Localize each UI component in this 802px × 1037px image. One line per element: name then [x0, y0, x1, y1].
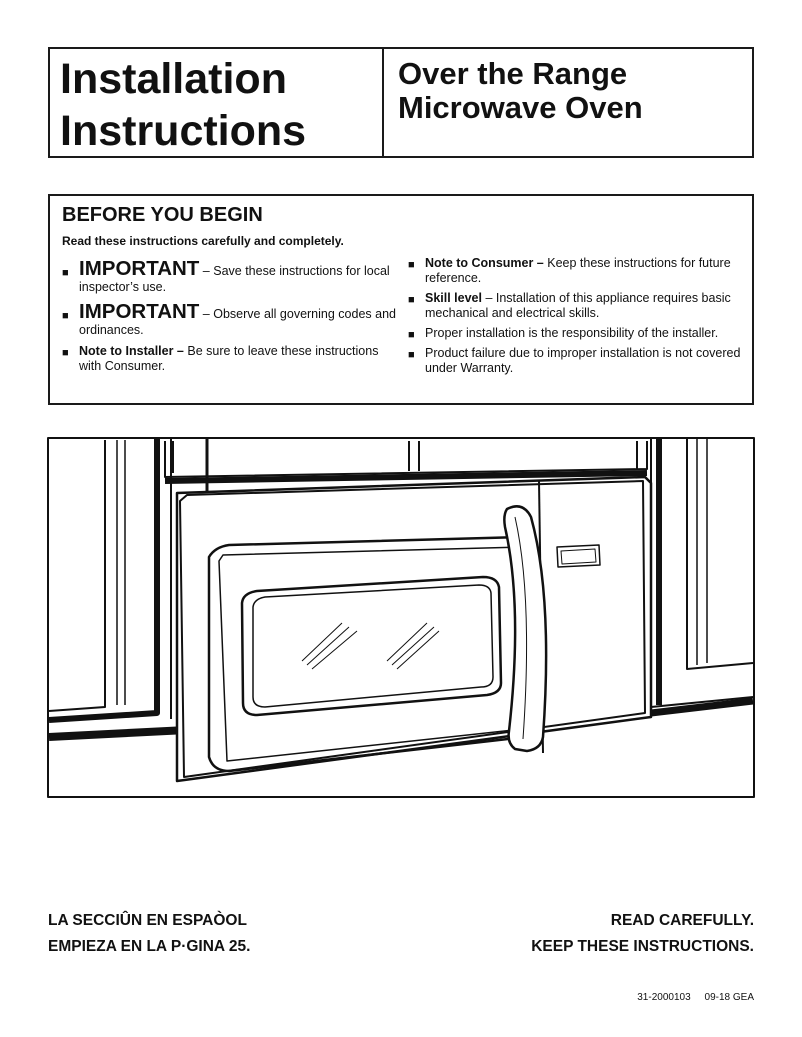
title-block: [48, 47, 754, 158]
bullet-icon: ■: [62, 347, 69, 359]
right-column: [408, 256, 748, 381]
product-name: [384, 49, 752, 156]
document-code: 31-2000103 09-18 GEA: [637, 992, 754, 1003]
doc-title: [50, 49, 384, 156]
item-text: – Observe all governing codes and ordinances.: [79, 307, 396, 337]
spanish-notice-line2: EMPIEZA EN LA P·GINA 25.: [48, 938, 251, 955]
read-carefully-notice: [531, 908, 754, 960]
list-item: [408, 291, 748, 321]
spanish-notice-line1: LA SECCIÛN EN ESPAÒOL: [48, 912, 247, 929]
list-item: [62, 344, 397, 374]
list-item: [62, 258, 397, 295]
bullet-icon: ■: [62, 310, 69, 322]
item-lead: Note to Installer –: [79, 344, 184, 358]
spanish-notice: [48, 908, 250, 960]
item-lead: Note to Consumer –: [425, 256, 544, 270]
item-text: Be sure to leave these instructions with Consumer.: [79, 344, 379, 373]
left-column: [62, 258, 397, 380]
bullet-icon: ■: [408, 349, 415, 361]
section-subtitle: Read these instructions carefully and completely.: [62, 234, 344, 248]
product-name-line2: Microwave Oven: [398, 90, 643, 125]
item-lead: Skill level: [425, 291, 482, 305]
bullet-icon: ■: [408, 259, 415, 271]
microwave-illustration: [47, 437, 755, 798]
before-you-begin-box: [48, 194, 754, 405]
doc-title-line2: Instructions: [60, 107, 307, 155]
list-item: [408, 256, 748, 286]
list-item: [408, 346, 748, 376]
important-label: IMPORTANT: [79, 257, 200, 280]
important-label: IMPORTANT: [79, 300, 200, 323]
bullet-icon: ■: [62, 267, 69, 279]
list-item: [62, 301, 397, 338]
bullet-icon: ■: [408, 294, 415, 306]
item-text: – Save these instructions for local inspector’s use.: [79, 264, 390, 294]
read-notice-line1: READ CAREFULLY.: [610, 912, 754, 929]
product-name-line1: Over the Range: [398, 56, 628, 91]
read-notice-line2: KEEP THESE INSTRUCTIONS.: [531, 938, 754, 955]
item-text: Keep these instructions for future reference.: [425, 256, 731, 285]
bullet-icon: ■: [408, 329, 415, 341]
list-item: [408, 326, 748, 341]
item-text: Proper installation is the responsibility of the installer.: [425, 326, 719, 340]
item-text: – Installation of this appliance requires basic mechanical and electrical skills.: [425, 291, 731, 320]
item-text: Product failure due to improper installation is not covered under Warranty.: [425, 346, 741, 375]
doc-title-line1: Installation: [60, 55, 287, 103]
section-title: BEFORE YOU BEGIN: [62, 204, 263, 226]
